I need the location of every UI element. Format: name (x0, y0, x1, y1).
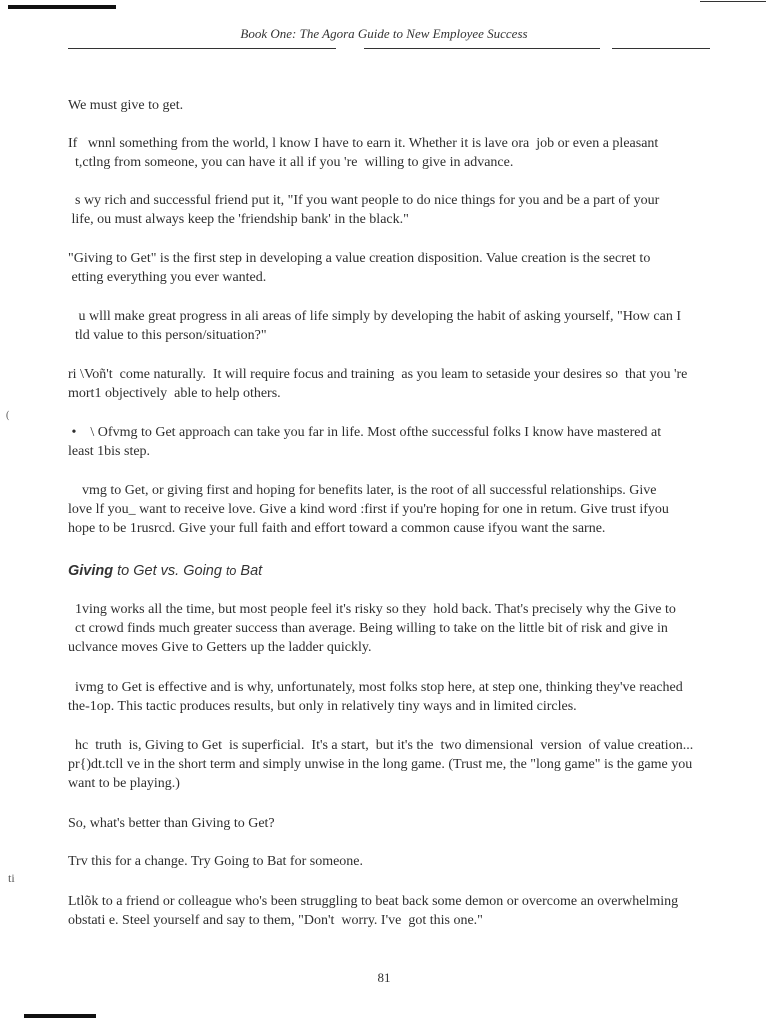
paragraph-13 (68, 852, 716, 871)
text-line: hope to be 1rusrcd. Give your full faith and effort toward a common cause ifyou want the sarne. (68, 521, 606, 536)
text-line: obstati e. Steel yourself and say to them, "Don't worry. I've got this one." (68, 913, 483, 928)
paragraph-11 (68, 736, 716, 793)
text-line: Ltlõk to a friend or colleague who's been struggling to beat back some demon or overcome an overwhelming (68, 894, 679, 909)
text-line: • \ Ofvmg to Get approach can take you far in life. Most ofthe successful folks I know have mastered at (68, 425, 662, 440)
paragraph-10 (68, 678, 716, 716)
paragraph-7 (68, 423, 716, 461)
paragraph-12 (68, 814, 716, 833)
text-line: least 1bis step. (68, 444, 151, 459)
header-rule-1 (68, 48, 336, 49)
stray-mark: ( (6, 410, 10, 421)
heading-part: to Get vs. Going (113, 563, 226, 579)
text-line: love lf you_ want to receive love. Give a kind word :first if you're hoping for one in retum. Give trust ifyou (68, 502, 669, 517)
text-line: ri \Voñ't come naturally. It will require focus and training as you leam to setaside your desires so that you 're (68, 367, 688, 382)
paragraph-4 (68, 249, 716, 287)
text-line: s wy rich and successful friend put it, "If you want people to do nice things for you and be a part of your (68, 193, 660, 208)
text-line: If wnnl something from the world, l know I have to earn it. Whether it is lave ora job or even a pleasant (68, 136, 659, 151)
paragraph-1 (68, 96, 716, 115)
heading-part: Bat (236, 563, 263, 579)
top-left-scan-bar (8, 5, 116, 9)
paragraph-2 (68, 134, 716, 172)
text-line: hc truth is, Giving to Get is superficial. It's a start, but it's the two dimensional version of value creation... (68, 738, 694, 753)
heading-part: Giving (68, 563, 114, 579)
text-line: tld value to this person/situation?" (68, 328, 267, 343)
text-line: vmg to Get, or giving first and hoping for benefits later, is the root of all successful relationships. Give (68, 483, 657, 498)
top-right-scan-rule (700, 1, 766, 2)
page-number: 81 (377, 970, 391, 985)
text-line: ct crowd finds much greater success than average. Being willing to take on the little bit of risk and give in (68, 621, 668, 636)
stray-mark: ti (8, 871, 15, 885)
text-line: pr{)dt.tcll ve in the short term and simply unwise in the long game. (Trust me, the "long game" is the game you (68, 757, 693, 772)
text-line: "Giving to Get" is the first step in developing a value creation disposition. Value creation is the secret to (68, 251, 651, 266)
section-heading (68, 563, 262, 579)
text-line: t,ctlng from someone, you can have it all if you 're willing to give in advance. (68, 155, 514, 170)
text-line: So, what's better than Giving to Get? (68, 816, 275, 831)
text-line: We must give to get. (68, 98, 184, 113)
text-line: the-1op. This tactic produces results, but only in relatively tiny ways and in limited circles. (68, 699, 577, 714)
header-rule-3 (612, 48, 710, 49)
paragraph-6 (68, 365, 716, 403)
paragraph-9 (68, 600, 716, 657)
heading-part: to (225, 564, 237, 578)
text-line: want to be playing.) (68, 776, 180, 791)
text-line: uclvance moves Give to Getters up the ladder quickly. (68, 640, 372, 655)
text-line: mort1 objectively able to help others. (68, 386, 281, 401)
text-line: etting everything you ever wanted. (68, 270, 267, 285)
paragraph-8 (68, 481, 716, 538)
paragraph-14 (68, 892, 716, 930)
paragraph-5 (68, 307, 716, 345)
bottom-left-scan-bar (24, 1014, 96, 1018)
header-rule-2 (364, 48, 600, 49)
paragraph-3 (68, 191, 716, 229)
text-line: Trv this for a change. Try Going to Bat for someone. (68, 854, 364, 869)
text-line: 1ving works all the time, but most people feel it's risky so they hold back. That's precisely why the Give to (68, 602, 676, 617)
text-line: u wlll make great progress in ali areas of life simply by developing the habit of asking yourself, "How can I (68, 309, 681, 324)
text-line: ivmg to Get is effective and is why, unfortunately, most folks stop here, at step one, thinking they've reached (68, 680, 683, 695)
running-header: Book One: The Agora Guide to New Employee Success (240, 26, 528, 41)
text-line: life, ou must always keep the 'friendship bank' in the black." (68, 212, 409, 227)
